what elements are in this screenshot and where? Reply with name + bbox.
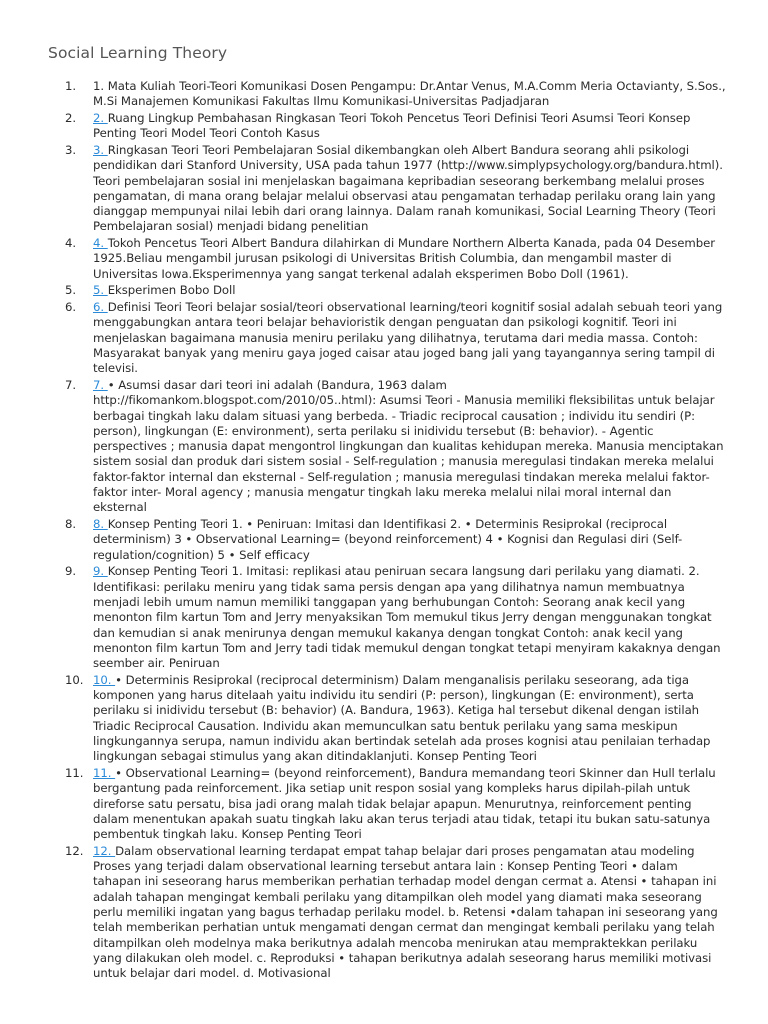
item-text: Ringkasan Teori Teori Pembelajaran Sosial dikembangkan oleh Albert Bandura seorang ahli psikologi pendidikan dari Stanford University, USA pada tahun 1977 (http://www.simplypsychology.org/bandura.html). Teori pembelajaran sosial ini menjelaskan bagaimana kepribadian seseorang berkembang melalui proses pengamatan, di mana orang belajar melalui observasi atau pengamatan terhadap perilaku orang lain yang dianggap mempunyai nilai lebih dari orang lainnya. Dalam ranah komunikasi, Social Learning Theory (Teori Pembelajaran sosial) menjadi bidang penelitian: [93, 142, 723, 234]
slide-link[interactable]: 2.: [93, 110, 108, 125]
item-number: 7.: [65, 377, 77, 392]
slide-link[interactable]: 6.: [93, 300, 108, 315]
outline-list: [65, 79, 727, 983]
slide-link[interactable]: 8.: [93, 517, 108, 532]
document-title: Social Learning Theory: [48, 44, 228, 62]
list-item: [65, 517, 727, 563]
item-text: Konsep Penting Teori 1. • Peniruan: Imitasi dan Identifikasi 2. • Determinis Resiprokal (reciprocal determinism) 3 • Observational Learning= (beyond reinforcement) 4 • Kognisi dan Regulasi diri (Self-regulation/cognition) 5 • Self efficacy: [93, 517, 683, 562]
item-text: Konsep Penting Teori 1. Imitasi: replikasi atau peniruan secara langsung dari perilaku yang diamati. 2. Identifikasi: perilaku meniru yang tidak sama persis dengan apa yang dilihatnya namun membuatnya menjadi lebih umum namun memiliki tanggapan yang berhubungan Contoh: Seorang anak kecil yang menonton film kartun Tom and Jerry menyaksikan Tom memukul tikus Jerry dengan menggunakan tongkat dan kemudian si anak menirunya dengan memukul kakanya dengan tongkat Contoh: anak kecil yang menonton film kartun Tom and Jerry tadi tidak memukul dengan tongkat tetapi menyiram kakaknya dengan seember air. Peniruan: [93, 564, 721, 671]
item-text: • Determinis Resiprokal (reciprocal determinism) Dalam menganalisis perilaku seseorang, ada tiga komponen yang harus ditelaah yaitu individu itu sendiri (P: person), lingkungan (E: environment), serta perilaku si inidividu tersebut (B: behavior) (A. Bandura, 1963). Ketiga hal tersebut dikenal dengan istilah Triadic Reciprocal Causation. Individu akan memunculkan satu bentuk perilaku yang sama meskipun lingkungannya serupa, namun individu akan bertindak setelah ada proses kognisi atau penilaian terhadap lingkungan sebagai stimulus yang akan ditindaklanjuti. Konsep Penting Teori: [93, 672, 711, 764]
list-item: [65, 300, 727, 376]
slide-link[interactable]: 3.: [93, 142, 108, 157]
item-number: 11.: [65, 765, 84, 780]
item-text: Ruang Lingkup Pembahasan Ringkasan Teori Tokoh Pencetus Teori Definisi Teori Asumsi Teori Konsep Penting Teori Model Teori Contoh Kasus: [93, 110, 691, 141]
list-item: [65, 79, 727, 110]
slide-link[interactable]: 11.: [93, 765, 116, 780]
list-item: [65, 843, 727, 982]
item-text: Tokoh Pencetus Teori Albert Bandura dilahirkan di Mundare Northern Alberta Kanada, pada 04 Desember 1925.Beliau mengambil jurusan psikologi di Universitas British Columbia, dan mengambil master di Universitas Iowa.Eksperimennya yang sangat terkenal adalah eksperimen Bobo Doll (1961).: [93, 236, 715, 281]
item-text: Eksperimen Bobo Doll: [107, 283, 236, 298]
item-text: 1. Mata Kuliah Teori-Teori Komunikasi Dosen Pengampu: Dr.Antar Venus, M.A.Comm Meria Octavianty, S.Sos., M.Si Manajemen Komunikasi Fakultas Ilmu Komunikasi-Universitas Padjadjaran: [93, 79, 726, 109]
item-text: • Observational Learning= (beyond reinforcement), Bandura memandang teori Skinner dan Hull terlalu bergantung pada reinforcement. Jika setiap unit respon sosial yang kompleks harus dipilah-pilah untuk direforse satu persatu, bisa jadi orang malah tidak belajar apapun. Menurutnya, reinforcement penting dalam menentukan apakah suatu tingkah laku akan terus terjadi atau tidak, tetapi itu bukan satu-satunya pembentuk tingkah laku. Konsep Penting Teori: [93, 765, 716, 842]
item-number: 6.: [65, 300, 77, 315]
item-number: 3.: [65, 142, 77, 157]
item-text: Dalam observational learning terdapat empat tahap belajar dari proses pengamatan atau modeling Proses yang terjadi dalam observational learning tersebut antara lain : Konsep Penting Teori • dalam tahapan ini seseorang harus memberikan perhatian terhadap model dengan cermat a. Atensi • tahapan ini adalah tahapan mengingat kembali perilaku yang ditampilkan oleh model yang diamati maka seseorang perlu memiliki ingatan yang bagus terhadap perilaku model. b. Retensi •dalam tahapan ini seseorang yang telah memberikan perhatian untuk mengamati dengan cermat dan mengingat kembali perilaku yang telah ditampilkan oleh modelnya maka berikutnya adalah mencoba menirukan atau mempraktekkan perilaku yang dilakukan oleh model. c. Reproduksi • tahapan berikutnya adalah seseorang harus memiliki motivasi untuk belajar dari model. d. Motivasional: [93, 843, 718, 981]
slide-link[interactable]: 12.: [93, 843, 116, 858]
item-number: 12.: [65, 843, 84, 858]
item-text: Definisi Teori Teori belajar sosial/teori observational learning/teori kognitif sosial adalah sebuah teori yang menggabungkan antara teori belajar behavioristik dengan penguatan dan psikologi kognitif. Teori ini menjelaskan bagaimana manusia meniru perilaku yang dilihatnya, terutama dari media massa. Contoh: Masyarakat banyak yang meniru gaya joged caisar atau joged bang jali yang tayangannya sering tampil di televisi.: [93, 300, 723, 376]
slide-link[interactable]: 5.: [93, 283, 108, 298]
slide-link[interactable]: 7.: [93, 377, 108, 392]
slide-link[interactable]: 9.: [93, 564, 108, 579]
list-item: [65, 377, 727, 516]
item-number: 2.: [65, 110, 77, 125]
slide-link[interactable]: 4.: [93, 236, 108, 251]
item-number: 10.: [65, 672, 84, 687]
slide-link[interactable]: 10.: [93, 672, 116, 687]
list-item: [65, 142, 727, 235]
item-number: 8.: [65, 517, 77, 532]
item-number: 9.: [65, 564, 77, 579]
item-number: 4.: [65, 236, 77, 251]
item-text: • Asumsi dasar dari teori ini adalah (Bandura, 1963 dalam http://fikomankom.blogspot.com/2010/05..html): Asumsi Teori - Manusia memiliki fleksibilitas untuk belajar berbagai tingkah laku dalam situasi yang berbeda. - Triadic reciprocal causation ; individu itu sendiri (P: person), lingkungan (E: environment), serta perilaku si inidividu tersebut (B: behavior). - Agentic perspectives ; manusia dapat mengontrol lingkungan dan kualitas kehidupan mereka. Manusia menciptakan sistem sosial dan produk dari sistem sosial - Self-regulation ; manusia meregulasi tindakan mereka melalui faktor-faktor internal dan eksternal - Self-regulation ; manusia meregulasi tindakan mereka melalui faktor-faktor inter- Moral agency ; manusia mengatur tingkah laku mereka melalui nilai moral internal dan eksternal: [93, 377, 724, 515]
list-item: [65, 236, 727, 282]
list-item: [65, 672, 727, 765]
list-item: [65, 283, 727, 298]
list-item: [65, 765, 727, 842]
item-number: 5.: [65, 283, 77, 298]
list-item: [65, 110, 727, 142]
item-number: 1.: [65, 79, 77, 93]
list-item: [65, 564, 727, 671]
